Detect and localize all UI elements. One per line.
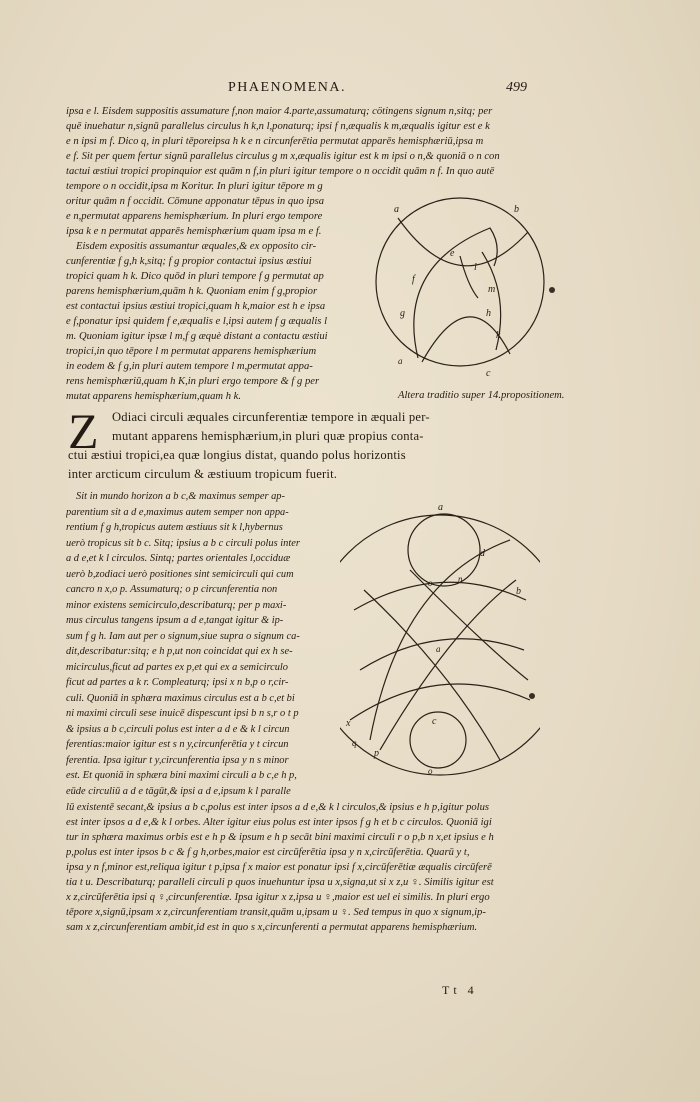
- text-line: est contactui ipsius æstiui tropici,quam h k,maior est h e ipsa: [66, 301, 326, 312]
- text-line: tropici,in quo tēpore l m permutat apparens hemisphærium: [66, 346, 317, 357]
- running-title: PHAENOMENA.: [228, 80, 346, 95]
- statement-line: inter arcticum circulum & æstiuum tropicum fuerit.: [68, 467, 338, 481]
- text-line: m. Quoniam igitur ipsæ l m,f g æquè distant a contactu æstiui: [66, 331, 328, 342]
- figure-label: a: [398, 356, 403, 366]
- text-line: a d e,et k l circulos. Sintq; partes orientales l,occiduæ: [66, 553, 291, 564]
- text-line: uerò b,zodiaci uerò positiones sint semicirculi qui cum: [66, 568, 294, 580]
- text-line: ficut ad partes a k r. Compleaturq; ipsi x n b,p o r,cir-: [66, 677, 289, 688]
- text-line: cunferentiæ f g,h k,sitq; f g propior contactui ipsius æstiui: [66, 256, 312, 267]
- text-line: lū existentē secant,& ipsius a b c,polus est inter ipsos a d e,& k l circulos,& ipsius e h p,igitur polus: [66, 802, 490, 813]
- figure-label: b: [514, 204, 519, 215]
- figure-label: b: [516, 586, 521, 597]
- text-line: eūde circuliū a d e tāgūt,& ipsi a d e,ipsum k l paralle: [66, 785, 291, 797]
- text-line: tactui æstiui tropici propinquior est quām n f,in pluri igitur tempore o n occidit quām n f. In quo autē: [66, 166, 495, 177]
- figure-label: k: [496, 330, 501, 341]
- text-line: ferentias:maior igitur est s n y,circunferētia y t circun: [66, 739, 289, 750]
- text-line: cancro n x,o p. Assumaturq; o p circunferentia non: [66, 584, 278, 595]
- text-line: x z,circūferētia ipsi q ♀,circunferentiæ. Ipsa igitur x z,ipsa u ♀,maior est uel ei similis. In pluri ergo: [66, 892, 490, 903]
- figure-label: a: [394, 204, 399, 215]
- arc-zodiac-3: [364, 590, 500, 760]
- text-line: tēpore x,signū,ipsam x z,circunferentiam transit,quām u,ipsam u ♀. Sed tempus in quo x signum,ip-: [66, 907, 486, 918]
- text-line: p,polus est inter ipsos b c & f g h,orbes,maior est circūferētia ipsa y n x,circūferētia. Quarū y t,: [66, 847, 470, 858]
- signature-mark: Tt 4: [442, 983, 478, 997]
- text-line: rentium f g h,tropicus autem æstiuus sit k l,hybernus: [66, 522, 283, 533]
- figure-label: c: [486, 368, 491, 379]
- page-header: [0, 80, 700, 102]
- text-line: mus circulus tangens ipsum a d e,tangat igitur & ip-: [66, 615, 284, 626]
- text-line: in eodem & f g,in pluri autem tempore l m,permutat appa-: [66, 361, 313, 372]
- text-line: micirculus,ficut ad partes ex p,et qui ex a semicirculo: [66, 661, 288, 673]
- page-number: 499: [506, 80, 527, 95]
- figure-label: m: [488, 284, 496, 295]
- figure-label: n: [458, 574, 463, 584]
- text-line: sum f g h. Iam aut per o signum,siue supra o signum ca-: [66, 630, 300, 642]
- figure-label: o: [428, 578, 433, 588]
- text-line: tempore o n occidit,ipsa m Koritur. In pluri igitur tēpore m g: [66, 181, 323, 192]
- figure-label: h: [486, 308, 491, 319]
- drop-cap: Z: [68, 403, 99, 459]
- text-line: tropici quam h k. Dico quōd in pluri tempore f g permutat ap: [66, 271, 324, 282]
- figure-label: e: [450, 248, 455, 259]
- text-line: uerò tropicus sit b c. Sitq; ipsius a b c circuli polus inter: [66, 537, 300, 549]
- figure-label: q: [352, 738, 357, 748]
- text-line: est. Et quoniā in sphæra bini maximi circuli a b c,e h p,: [66, 770, 297, 781]
- section-caption: Altera traditio super 14.propositionem.: [398, 390, 565, 401]
- arc-equator: [360, 639, 524, 670]
- figure-label: f: [412, 274, 415, 285]
- text-line: parens hemisphærium,quām h k. Quoniam enim f g,propior: [66, 286, 318, 297]
- text-line: ipsa e l. Eisdem suppositis assumature f,non maior 4.parte,assumaturq; cötingens signum n,sitq; per: [66, 106, 493, 117]
- text-line: ni maximi circuli sese inuicē dispescunt ipsi b n s,r o t p: [66, 708, 299, 719]
- arc-fg: [414, 228, 497, 358]
- text-line: tur in sphæra maximus orbis est e h p & ipsum e h p secāt bini maximi circuli r o p,b n x,et ipsius e h: [66, 832, 494, 843]
- ink-dot: [529, 693, 535, 699]
- figure-label: p: [374, 748, 379, 759]
- text-line: mutat apparens hemisphærium,quam h k.: [66, 391, 241, 402]
- figure-label: x: [346, 718, 351, 729]
- text-line: Sit in mundo horizon a b c,& maximus semper ap-: [76, 491, 285, 502]
- text-line: e f,ponatur ipsi quidem f e,æqualis e l,ipsi autem f g æqualis l: [66, 316, 328, 327]
- text-line: oritur quām n f occidit. Cōmune apponatur tēpus in quo ipsa: [66, 196, 325, 207]
- ink-dot: [549, 287, 555, 293]
- text-line: est inter ipsos a d e,& k l orbes. Alter igitur eius polus est inter ipsos f g h et b c circulos. Quoniā igi: [66, 817, 492, 828]
- arc-zodiac-2: [380, 580, 516, 750]
- text-line: ipsa k e n permutat apparēs hemisphærium quam ipsa m e f.: [66, 226, 322, 237]
- statement-line: ctui æstiui tropici,ea quæ longius distat, quando polus horizontis: [68, 448, 406, 462]
- text-line: e n ipsi m f. Dico q, in pluri tēporeipsa h k e n circunferētia permutat apparēs hemisphæriū,ipsa m: [66, 136, 484, 147]
- text-line: sam x z,circunferentiam ambit,id est in quo s x,circunferenti a permutat apparens hemisphærium.: [66, 922, 478, 933]
- text-line: minor existens semicirculo,describaturq; per p maxi-: [66, 599, 287, 611]
- text-line: & ipsius a b c,circuli polus est inter a d e & k l circun: [66, 723, 290, 735]
- figure-label: d: [480, 548, 485, 559]
- text-line: parentium sit a d e,maximus autem semper non appa-: [66, 506, 289, 518]
- geometric-figure-1: [360, 186, 560, 386]
- geometric-figure-2: [340, 500, 540, 800]
- text-line: rens hemisphæriū,quam h K,in pluri ergo tempore & f g per: [66, 376, 320, 387]
- statement-line: mutant apparens hemisphærium,in pluri quæ propius conta-: [112, 429, 424, 443]
- text-line: Eisdem expositis assumantur æquales,& ex opposito cir-: [76, 241, 317, 252]
- arctic-circle: [408, 514, 480, 586]
- text-line: tia t u. Describaturq; paralleli circuli p quos inuehuntur ipsa u x,signa,ut si x z,u ♀. Similis igitur est: [66, 877, 494, 888]
- text-line: e f. Sit per quem fertur signū parallelus circulus g m x,æqualis igitur est k m ipsi o n,& quoniā o n con: [66, 151, 500, 162]
- figure-label: c: [432, 716, 437, 727]
- text-line: quē inuehatur n,signū parallelus circulus h k,n l,ponaturq; ipsi f n,æqualis k m,æqualis igitur est e k: [66, 121, 490, 132]
- text-line: e n,permutat apparens hemisphærium. In pluri ergo tempore: [66, 211, 323, 222]
- arc-tropic-2: [350, 684, 530, 720]
- figure-label: l: [474, 262, 477, 273]
- statement-line: Odiaci circuli æquales circunferentiæ tempore in æquali per-: [112, 410, 430, 424]
- text-line: culi. Quoniā in sphæra maximus circulus est a b c,et bi: [66, 692, 295, 704]
- figure-label: g: [400, 308, 405, 319]
- figure-label: a: [438, 502, 443, 513]
- antarctic-circle: [410, 712, 466, 768]
- figure-label: a: [436, 644, 441, 654]
- text-line: ferentia. Ipsa igitur t y,circunferentia ipsa y n s minor: [66, 754, 289, 766]
- figure-label: o: [428, 766, 433, 776]
- text-line: dit,describatur:sitq; e h p,ut non coincidat qui ex h se-: [66, 646, 293, 657]
- text-line: ipsa y n f,minor est,reliqua igitur t p,ipsa f x maior est ponatur ipsi f x,circūferētiæ æqualis circūferē: [66, 862, 492, 873]
